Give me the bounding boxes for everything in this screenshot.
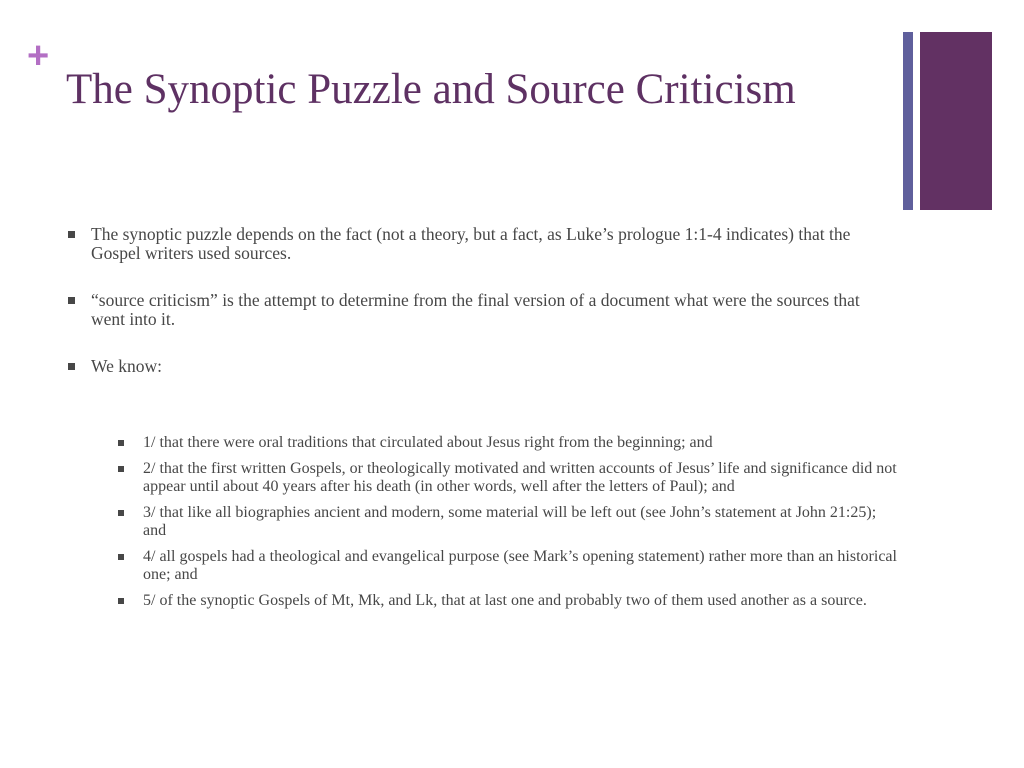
bullet-square-icon <box>118 510 124 516</box>
sub-bullet-text: 4/ all gospels had a theological and evangelical purpose (see Mark’s opening statement) rather more than an historical one; and <box>143 548 897 583</box>
accent-bar-thin <box>903 32 913 210</box>
sub-bullet-text: 3/ that like all biographies ancient and modern, some material will be left out (see John’s statement at John 21:25); and <box>143 504 877 539</box>
sub-bullet-text: 1/ that there were oral traditions that circulated about Jesus right from the beginning; and <box>143 434 713 451</box>
bullet-item <box>66 291 896 329</box>
plus-icon: + <box>27 35 50 77</box>
bullet-square-icon <box>68 363 75 370</box>
bullet-item <box>66 225 896 263</box>
bullet-square-icon <box>118 598 124 604</box>
sub-bullet-item <box>117 592 897 610</box>
sub-bullet-list <box>117 434 897 618</box>
bullet-square-icon <box>118 554 124 560</box>
sub-bullet-item <box>117 460 897 496</box>
bullet-list <box>66 225 896 431</box>
bullet-text: “source criticism” is the attempt to determine from the final version of a document what were the sources that went into it. <box>91 290 860 329</box>
bullet-text: The synoptic puzzle depends on the fact (not a theory, but a fact, as Luke’s prologue 1:1-4 indicates) that the Gospel writers used sources. <box>91 224 851 263</box>
sub-bullet-item <box>117 434 897 452</box>
accent-bar-thick <box>920 32 992 210</box>
sub-bullet-item <box>117 504 897 540</box>
sub-bullet-text: 5/ of the synoptic Gospels of Mt, Mk, and Lk, that at last one and probably two of them used another as a source. <box>143 592 867 609</box>
sub-bullet-item <box>117 548 897 584</box>
bullet-square-icon <box>118 466 124 472</box>
bullet-square-icon <box>68 231 75 238</box>
bullet-text: We know: <box>91 356 163 376</box>
bullet-square-icon <box>118 440 124 446</box>
sub-bullet-text: 2/ that the first written Gospels, or theologically motivated and written accounts of Jesus’ life and significance did not appear until about 40 years after his death (in other words, well after the letters of Paul); and <box>143 460 897 495</box>
bullet-square-icon <box>68 297 75 304</box>
bullet-item <box>66 357 896 376</box>
slide-title: The Synoptic Puzzle and Source Criticism <box>66 66 796 113</box>
